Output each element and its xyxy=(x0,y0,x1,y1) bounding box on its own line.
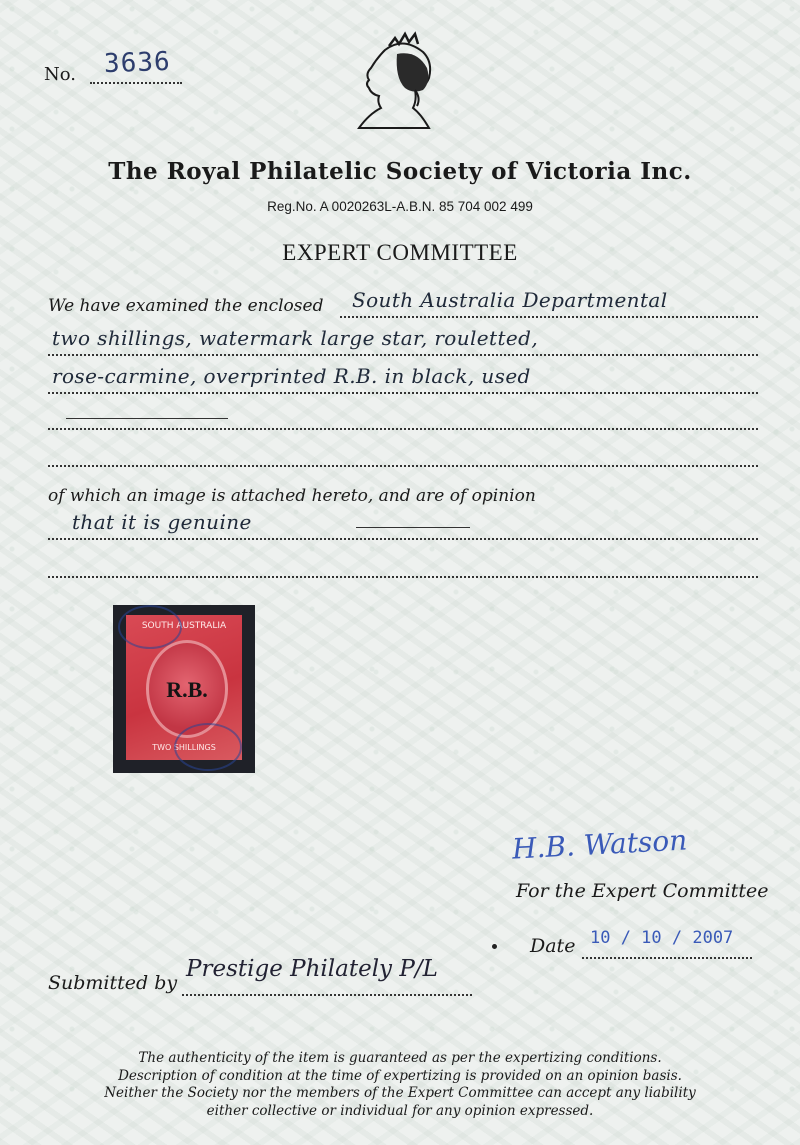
date-value: 10 / 10 / 2007 xyxy=(590,928,734,948)
footer-disclaimer xyxy=(0,1050,800,1120)
examined-label: We have examined the enclosed xyxy=(48,296,324,316)
date-label: Date xyxy=(530,935,576,957)
image-attached-label: of which an image is attached hereto, and are of opinion xyxy=(48,486,536,506)
registration-number: Reg.No. A 0020263L-A.B.N. 85 704 002 499 xyxy=(267,199,533,214)
dotted-line-5 xyxy=(48,465,758,467)
committee-heading: EXPERT COMMITTEE xyxy=(282,240,518,265)
dotted-line-4 xyxy=(48,428,758,430)
dotted-line-6 xyxy=(48,538,758,540)
footer-line: The authenticity of the item is guaranteed as per the expertizing conditions. xyxy=(138,1050,662,1066)
footer-line: Description of condition at the time of expertizing is provided on an opinion basis. xyxy=(118,1067,682,1084)
submitted-dotted-line xyxy=(182,994,472,996)
number-label: No. xyxy=(44,64,76,85)
queen-portrait-icon xyxy=(345,28,445,140)
opinion-text: that it is genuine xyxy=(72,510,252,534)
dotted-line-7 xyxy=(48,576,758,578)
opinion-end-rule xyxy=(356,527,470,528)
submitted-by-value: Prestige Philately P/L xyxy=(186,956,438,982)
description-line-2: two shillings, watermark large star, rouletted, xyxy=(52,326,539,350)
signature: H.B. Watson xyxy=(511,823,688,866)
submitted-by-label: Submitted by xyxy=(48,972,178,994)
stamp-overprint: R.B. xyxy=(166,677,208,702)
society-name: The Royal Philatelic Society of Victoria Inc. xyxy=(108,158,692,185)
description-line-1: South Australia Departmental xyxy=(352,288,668,312)
stamp-bottom-text: TWO SHILLINGS xyxy=(152,743,216,752)
footer-line: Neither the Society nor the members of the Expert Committee can accept any liability xyxy=(104,1085,696,1101)
bullet-mark xyxy=(492,944,497,949)
dotted-line-2 xyxy=(48,354,758,356)
for-committee-label: For the Expert Committee xyxy=(516,880,769,902)
cancellation-mark xyxy=(118,605,182,649)
cancellation-mark xyxy=(174,723,242,771)
stamp-image xyxy=(113,605,255,773)
description-end-rule xyxy=(66,418,228,419)
dotted-line-3 xyxy=(48,392,758,394)
date-dotted-line xyxy=(582,957,752,959)
stamp-top-text: SOUTH AUSTRALIA xyxy=(141,621,227,631)
dotted-line-1 xyxy=(340,316,758,318)
description-line-3: rose-carmine, overprinted R.B. in black, used xyxy=(52,364,531,388)
stamp xyxy=(126,615,242,760)
certificate-number: 3636 xyxy=(103,46,172,80)
footer-line: either collective or individual for any opinion expressed. xyxy=(206,1102,594,1119)
